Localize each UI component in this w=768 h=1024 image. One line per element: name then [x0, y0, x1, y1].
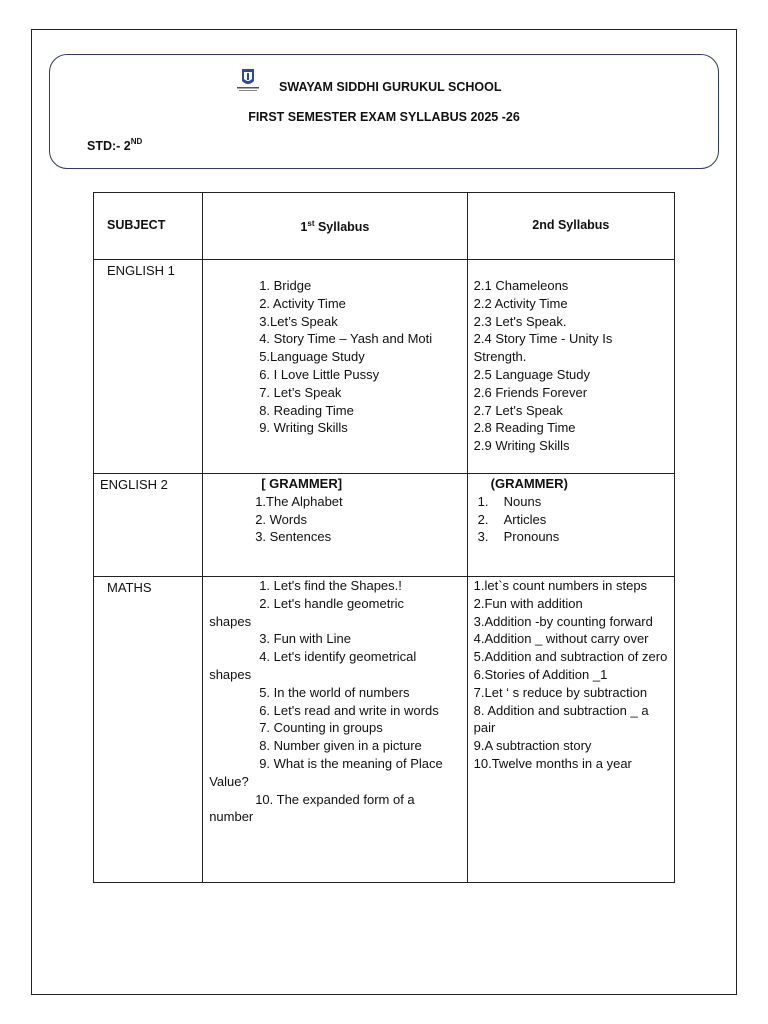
std-sup: ND [130, 137, 143, 146]
list-number: 1. [477, 493, 489, 509]
list-text: Articles [503, 511, 547, 527]
exam-title [0, 110, 768, 124]
list-item-continued: number [209, 809, 254, 825]
list-number: 2. [477, 511, 489, 527]
subject-english1: ENGLISH 1 [94, 260, 203, 474]
header-syllabus2: 2nd Syllabus [467, 193, 674, 260]
std-text: STD:- 2 [87, 139, 131, 153]
list-item: 3. Fun with Line [259, 631, 351, 647]
syllabus-table [93, 192, 675, 883]
list-item: 6. I Love Little Pussy [259, 366, 380, 382]
list-item: 3.Let’s Speak [259, 313, 338, 329]
header-syllabus1-prefix: 1 [300, 220, 308, 235]
table-row [94, 474, 675, 577]
list-text: Nouns [503, 493, 542, 509]
list-item: 2.8 Reading Time [473, 420, 576, 436]
table-header-row [94, 193, 675, 260]
list-item: 6.Stories of Addition _1 [473, 666, 608, 682]
list-item-continued: Value? [209, 773, 249, 789]
list-item: 5.Language Study [259, 349, 365, 365]
grammar-title: (GRAMMER) [490, 476, 568, 491]
table-row [94, 577, 675, 883]
list-item: 2.3 Let's Speak. [473, 313, 567, 329]
list-item: 8. Number given in a picture [259, 738, 422, 754]
list-item: 1. Let's find the Shapes.! [259, 578, 402, 593]
list-item: 2.Fun with addition [473, 595, 583, 611]
list-item: 1.let`s count numbers in steps [473, 578, 648, 593]
maths-syllabus2 [467, 577, 674, 883]
list-item: 9.A subtraction story [473, 738, 592, 754]
exam-title-text: FIRST SEMESTER EXAM SYLLABUS 2025 -26 [248, 110, 520, 124]
list-item [474, 528, 668, 546]
list-item: 1. Bridge [259, 278, 312, 293]
list-item: 3.Addition -by counting forward [473, 613, 653, 629]
header-syllabus1 [203, 193, 467, 260]
subject-english2: ENGLISH 2 [94, 474, 203, 577]
list-item: 2.7 Let's Speak [473, 402, 563, 418]
list-item: 7. Counting in groups [259, 720, 383, 736]
list-item: 2.2 Activity Time [473, 295, 568, 311]
list-item: 2.6 Friends Forever [473, 384, 588, 400]
list-item: 9. Writing Skills [259, 420, 348, 436]
header-syllabus1-sup: st [307, 219, 315, 229]
list-item: 4. Story Time – Yash and Moti [259, 331, 433, 347]
list-item [474, 493, 668, 511]
list-item: 1.The Alphabet [255, 493, 343, 509]
list-item: 2.9 Writing Skills [473, 438, 570, 454]
list-item [474, 511, 668, 529]
list-item: 8. Addition and subtraction _ a pair [473, 702, 649, 736]
maths-syllabus1 [203, 577, 467, 883]
english1-syllabus2 [467, 260, 674, 474]
list-number: 3. [477, 529, 489, 545]
list-item: 5.Addition and subtraction of zero [473, 649, 668, 665]
table-row [94, 260, 675, 474]
school-logo-icon [233, 66, 263, 94]
subject-maths: MATHS [94, 577, 203, 883]
list-text: Pronouns [503, 529, 560, 545]
list-item: 10. The expanded form of a [255, 791, 415, 807]
list-item: 9. What is the meaning of Place [259, 755, 443, 771]
list-item: 7. Let’s Speak [259, 384, 342, 400]
list-item: 2. Activity Time [259, 295, 346, 311]
header-syllabus1-suffix: Syllabus [314, 220, 370, 235]
english2-syllabus1 [203, 474, 467, 577]
list-item: 4.Addition _ without carry over [473, 631, 649, 647]
list-item: 7.Let ‘ s reduce by subtraction [473, 684, 648, 700]
english1-syllabus1 [203, 260, 467, 474]
list-item: 4. Let's identify geometrical [259, 649, 417, 665]
list-item: 3. Sentences [255, 529, 332, 545]
list-item-continued: shapes [209, 613, 252, 629]
grammar-title: [ GRAMMER] [261, 476, 343, 491]
list-item-continued: shapes [209, 666, 252, 682]
english2-syllabus2 [467, 474, 674, 577]
list-item: 2. Let's handle geometric [259, 595, 405, 611]
list-item: 2.5 Language Study [473, 366, 591, 382]
header-subject: SUBJECT [94, 193, 203, 260]
list-item: 5. In the world of numbers [259, 684, 410, 700]
list-item: 2. Words [255, 511, 307, 527]
list-item: 2.4 Story Time - Unity Is Strength. [473, 331, 613, 365]
standard-label [87, 139, 142, 153]
school-name: SWAYAM SIDDHI GURUKUL SCHOOL [279, 80, 502, 94]
list-item: 6. Let's read and write in words [259, 702, 439, 718]
list-item: 8. Reading Time [259, 402, 354, 418]
list-item: 2.1 Chameleons [473, 278, 569, 293]
list-item: 10.Twelve months in a year [473, 755, 632, 771]
